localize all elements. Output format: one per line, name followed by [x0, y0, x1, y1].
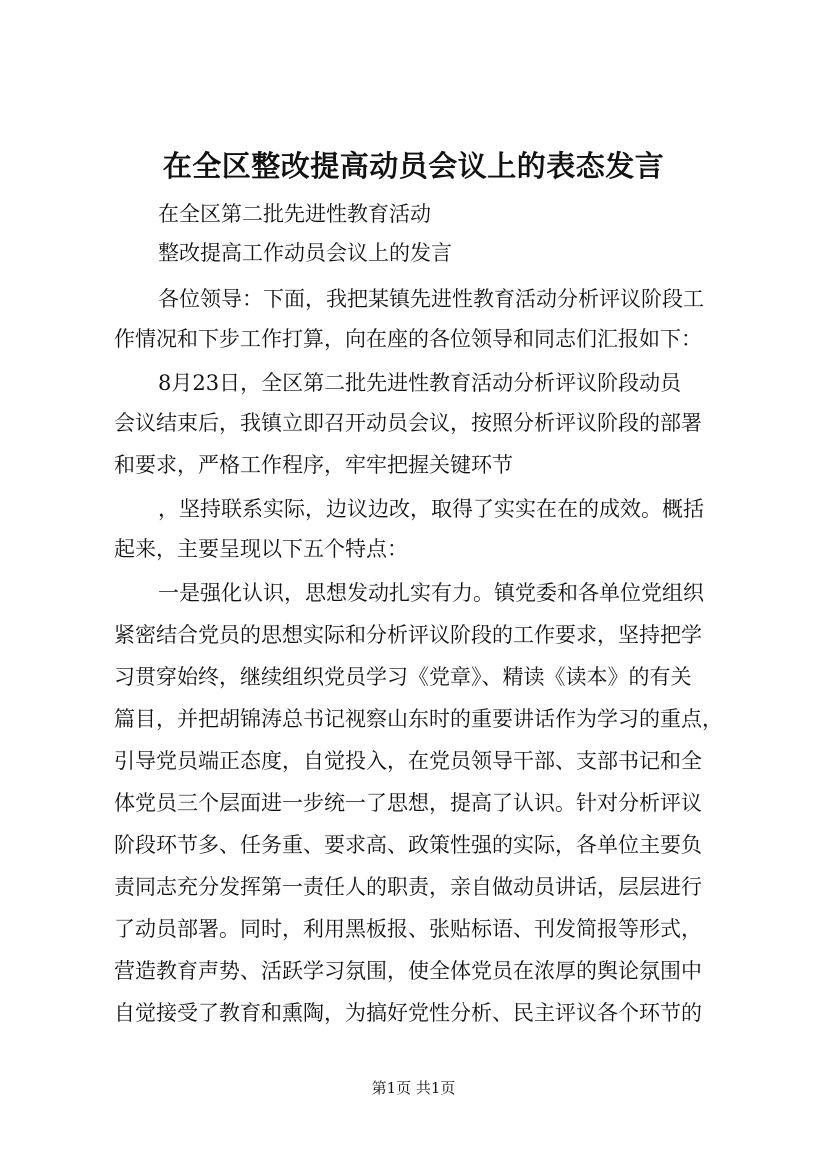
body-line: 了动员部署。同时，利用黑板报、张贴标语、刊发简报等形式，: [114, 917, 702, 941]
body-line: 自觉接受了教育和熏陶，为搞好党性分析、民主评议各个环节的: [114, 1001, 702, 1025]
subtitle-line-1: 在全区第二批先进性教育活动: [158, 202, 431, 226]
body-line: 起来，主要呈现以下五个特点：: [114, 537, 408, 561]
page-number-footer: 第1页 共1页: [371, 1079, 456, 1097]
body-line: 和要求，严格工作程序，牢牢把握关键环节: [114, 453, 513, 477]
body-line: 各位领导：下面，我把某镇先进性教育活动分析评议阶段工: [158, 287, 704, 311]
body-line: 紧密结合党员的思想实际和分析评议阶段的工作要求，坚持把学: [114, 623, 702, 647]
body-line: 一是强化认识，思想发动扎实有力。镇党委和各单位党组织: [158, 581, 704, 605]
body-line: 会议结束后，我镇立即召开动员会议，按照分析评议阶段的部署: [114, 411, 702, 435]
body-line: 8月23日，全区第二批先进性教育活动分析评议阶段动员: [158, 371, 682, 395]
body-line: 体党员三个层面进一步统一了思想，提高了认识。针对分析评议: [114, 791, 702, 815]
body-line: 责同志充分发挥第一责任人的职责，亲自做动员讲话，层层进行: [114, 875, 702, 899]
body-line: 阶段环节多、任务重、要求高、政策性强的实际，各单位主要负: [114, 833, 702, 857]
document-title: 在全区整改提高动员会议上的表态发言: [162, 149, 665, 183]
body-line: 引导党员端正态度，自觉投入，在党员领导干部、支部书记和全: [114, 749, 702, 773]
body-line: 篇目，并把胡锦涛总书记视察山东时的重要讲话作为学习的重点，: [114, 707, 723, 731]
subtitle-line-2: 整改提高工作动员会议上的发言: [158, 241, 452, 265]
body-line: 营造教育声势、活跃学习氛围，使全体党员在浓厚的舆论氛围中: [114, 959, 702, 983]
body-line: 作情况和下步工作打算，向在座的各位领导和同志们汇报如下：: [114, 327, 702, 351]
body-line: ，坚持联系实际，边议边改，取得了实实在在的成效。概括: [158, 497, 704, 521]
body-line: 习贯穿始终，继续组织党员学习《党章》、精读《读本》的有关: [114, 665, 692, 689]
